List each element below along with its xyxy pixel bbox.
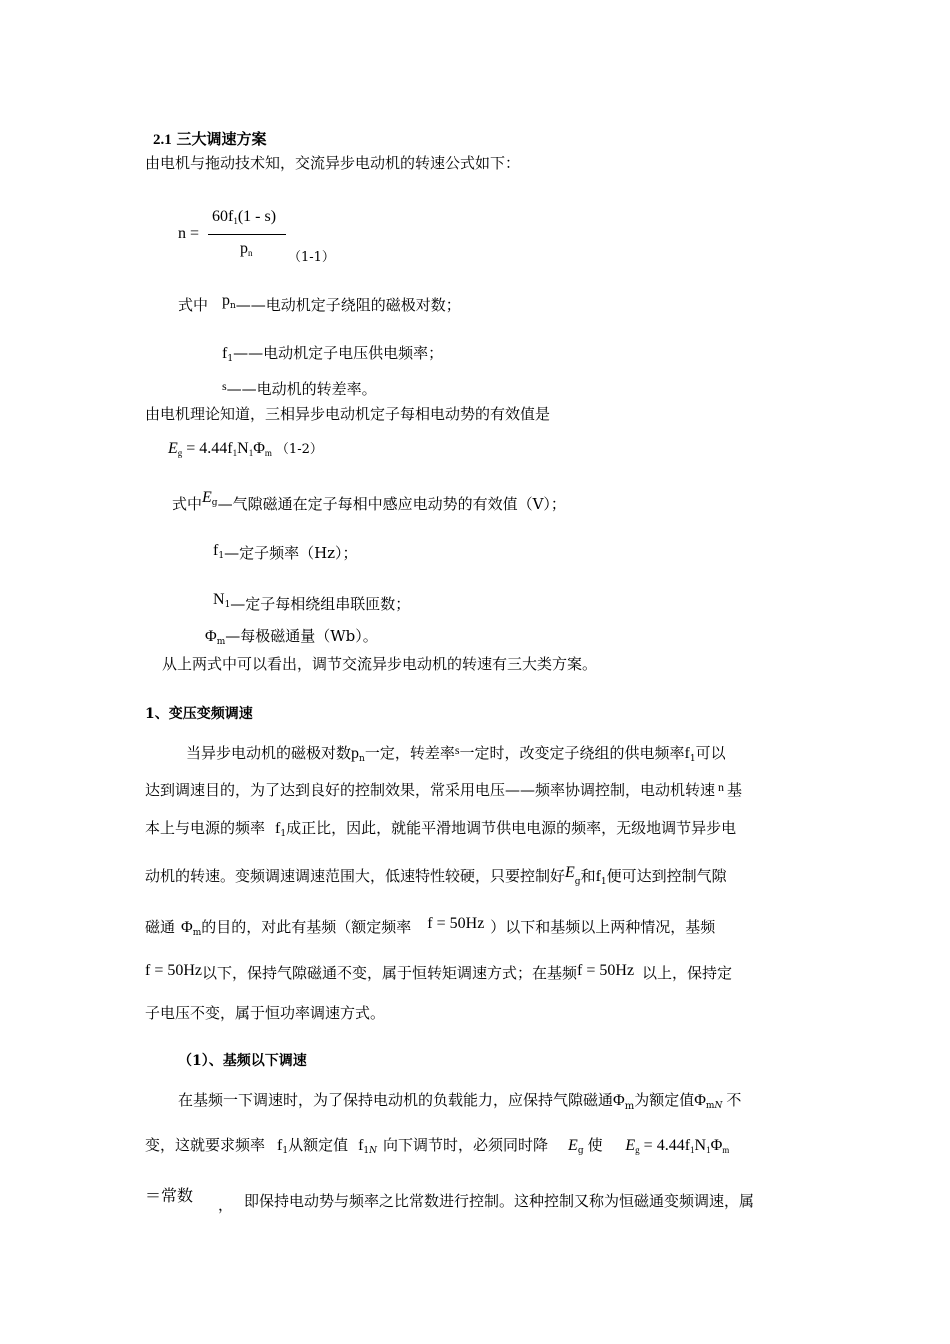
def2-sub-m: m (216, 637, 226, 647)
p2-l2-eq-E: E (625, 1137, 636, 1154)
eq2-sub1: 1 (232, 448, 238, 458)
eq2-E: E (168, 440, 178, 457)
def1-sym-p: p (222, 292, 230, 309)
p2-l1c: 不 (726, 1091, 742, 1109)
p1-l4a: 动机的转速。变频调速调速范围大，低速特性较硬，只要控制好 (145, 867, 566, 885)
def2-sym-N: N (213, 591, 225, 608)
def2-item-N1 (213, 588, 411, 613)
p2-l1a: 在基频一下调速时，为了保持电动机的负载能力，应保持气隙磁通 (178, 1091, 614, 1109)
p1-sym-p: p (351, 745, 360, 762)
para2-line3b: ， (218, 1196, 234, 1214)
def2-sym-phi: Φ (205, 628, 217, 645)
def2-text-f1: —定子频率（Hz）； (224, 544, 358, 562)
def2-sub-1: 1 (218, 551, 225, 561)
def2-text-phi: —每极磁通量（Wb）。 (225, 627, 378, 645)
p2-l2-E: E (568, 1137, 578, 1154)
p1-sub-1: 1 (689, 754, 696, 764)
p1-l2b: 基 (727, 781, 743, 799)
para1-line5 (145, 915, 715, 938)
p1-l2a: 达到调速目的，为了达到良好的控制效果，常采用电压——频率协调控制，电动机转速 (145, 781, 716, 799)
section-heading (153, 128, 267, 149)
def1-text-s: ——电动机的转差率。 (226, 380, 377, 398)
p1-l4-f: f (595, 868, 601, 885)
p2-l2-eq-phi: Φ (710, 1137, 723, 1154)
line-theory: 由电机理论知道，三相异步电动机定子每相电动势的有效值是 (145, 405, 551, 423)
eq1-numerator (212, 208, 276, 226)
def1-sym-f: f (222, 345, 228, 362)
eq2-N: N (237, 440, 249, 457)
def1-item-s (222, 374, 377, 398)
para2-line3a: ＝常数 (145, 1186, 194, 1205)
eq1-den-text: p (240, 240, 248, 257)
p2-l1-subN: mN (705, 1101, 723, 1111)
p2-l2-f1N: f (358, 1137, 364, 1154)
p1-l4-E: E (565, 864, 575, 881)
eq1-lhs: n = (178, 225, 200, 242)
eq1-num-tail: (1 - s) (237, 208, 277, 225)
para1-line1 (186, 742, 726, 764)
p1-l6-f50a: f = 50Hz (145, 962, 203, 979)
p2-l2b: 从额定值 (288, 1136, 349, 1154)
p1-l5-sub: m (192, 928, 202, 938)
def2-sub-g: g (211, 498, 218, 508)
para1-line2 (145, 779, 742, 800)
p2-l2-fsub: 1 (282, 1146, 289, 1156)
eq1-label: （1-1） (288, 250, 335, 265)
p2-l1-subN-m: m (705, 1101, 715, 1111)
p2-l2-eq (625, 1137, 729, 1154)
p1-sym-f: f (684, 745, 690, 762)
p2-l2-eq-rhs: = 4.44f (639, 1137, 691, 1154)
eq1-den-sub: n (248, 248, 253, 258)
p1-l4-fsub: 1 (600, 877, 607, 887)
eq2-phi: Φ (253, 440, 265, 457)
para2-line2 (145, 1134, 729, 1156)
p2-l2-eq-s2: 1 (706, 1145, 711, 1155)
p2-l2-eq-s3: m (722, 1145, 730, 1155)
eq2-sub2: 1 (248, 448, 254, 458)
p2-l2-eq-Esub: g (635, 1145, 640, 1155)
intro-line: 由电机与拖动技术知，交流异步电动机的转速公式如下： (145, 154, 521, 172)
eq1-num-text: 60f (212, 208, 234, 225)
para2-line3c: 即保持电动势与频率之比常数进行控制。这种控制又称为恒磁通变频调速，属 (244, 1192, 755, 1210)
p1-l5-phi: Φ (181, 919, 193, 936)
def2-sub-N1: 1 (224, 600, 231, 610)
line-three-schemes: 从上两式中可以看出，调节交流异步电动机的转速有三大类方案。 (162, 655, 598, 673)
def1-sym-s: s (222, 379, 227, 393)
p1-l5-f50: f = 50Hz (427, 915, 485, 932)
eq2-sub3: m (264, 448, 272, 458)
p2-l1-sub: m (624, 1101, 635, 1112)
p1-l3a: 本上与电源的频率 (145, 819, 266, 837)
p1-l5a: 磁通 (145, 918, 176, 936)
p1-l1b: 一定，转差率 (364, 744, 455, 762)
def1-sub-1: 1 (227, 354, 234, 364)
eq1-denominator (240, 240, 253, 258)
p1-l3b: 成正比，因此，就能平滑地调节供电电源的频率，无级地调节异步电 (286, 819, 737, 837)
eq2-label: （1-2） (275, 442, 323, 457)
p1-l5b: 的目的，对此有基频（额定频率 (201, 918, 412, 936)
eq2-rhs: = 4.44f (182, 440, 233, 457)
def2-text-N1: —定子每相绕组串联匝数； (230, 595, 411, 613)
p2-l2-f1N-sub: 1N (363, 1146, 378, 1156)
def1-prefix: 式中 (178, 296, 209, 314)
section1-heading: 1、变压变频调速 (145, 706, 253, 722)
def2-sym-E: E (202, 489, 212, 506)
heading-number: 2.1 (153, 132, 172, 148)
def1-item-f1 (222, 342, 443, 364)
def2-item-f1 (213, 539, 358, 561)
p1-l4b: 和 (580, 867, 596, 885)
p1-l6a: 以下，保持气隙磁通不变，属于恒转矩调速方式；在基频 (202, 964, 578, 982)
p1-sub-n: n (359, 754, 365, 764)
heading-title: 三大调速方案 (176, 130, 267, 148)
eq2 (168, 438, 323, 458)
p2-l2d: 使 (587, 1136, 603, 1154)
p2-l2-Esub: g (577, 1146, 584, 1156)
p2-l2-eq-N: N (694, 1137, 707, 1154)
p1-l3-sub: 1 (280, 829, 287, 839)
p1-l3-f: f (275, 820, 281, 837)
eq2-E-sub: g (177, 448, 183, 458)
eq1-num-sub: 1 (233, 216, 238, 226)
p1-sym-s: s (454, 743, 460, 757)
p1-l1c: 一定时，改变定子绕组的供电频率 (459, 744, 685, 762)
section2-heading: （1）、基频以下调速 (178, 1053, 307, 1069)
p2-l2-f1N-one: 1 (363, 1146, 370, 1156)
p2-l2c: 向下调节时，必须同时降 (383, 1136, 549, 1154)
p1-l4-Esub: g (574, 877, 581, 887)
p2-l1-phiN: Φ (694, 1092, 706, 1109)
def1-text-f1: ——电动机定子电压供电频率； (233, 344, 444, 362)
def2-prefix: 式中 (172, 495, 203, 513)
p1-l5c: ）以下和基频以上两种情况，基频 (490, 918, 716, 936)
p1-l6b: 以上，保持定 (642, 964, 733, 982)
p1-sym-n-visible: n (715, 780, 728, 794)
para1-line7: 子电压不变，属于恒功率调速方式。 (145, 1004, 386, 1022)
para1-line3 (145, 817, 736, 839)
def2-item-Eg (172, 486, 566, 513)
def2-text-Eg: —气隙磁通在定子每相中感应电动势的有效值（V）； (217, 495, 566, 513)
p2-l2-eq-s1: 1 (690, 1145, 695, 1155)
para1-line6 (145, 962, 732, 983)
def2-item-phi (205, 625, 378, 647)
p1-l1a: 当异步电动机的磁极对数 (186, 744, 352, 762)
p1-l4c: 便可达到控制气隙 (606, 867, 727, 885)
def1-text-pn: ——电动机定子绕阻的磁极对数； (235, 296, 461, 314)
p1-l6-f50b: f = 50Hz (577, 962, 635, 979)
p2-l2-f: f (277, 1137, 283, 1154)
para2-line1 (178, 1089, 741, 1112)
def2-sym-f: f (213, 542, 219, 559)
eq1-fraction-line (208, 234, 286, 235)
p2-l2a: 变，这就要求频率 (145, 1136, 266, 1154)
p2-l1-phi: Φ (613, 1092, 625, 1109)
def1-sub-n: n (230, 301, 236, 311)
p1-l1d: 可以 (695, 744, 726, 762)
para1-line4 (145, 864, 727, 887)
p2-l1b: 为额定值 (634, 1091, 695, 1109)
def1-item-pn (222, 289, 461, 314)
